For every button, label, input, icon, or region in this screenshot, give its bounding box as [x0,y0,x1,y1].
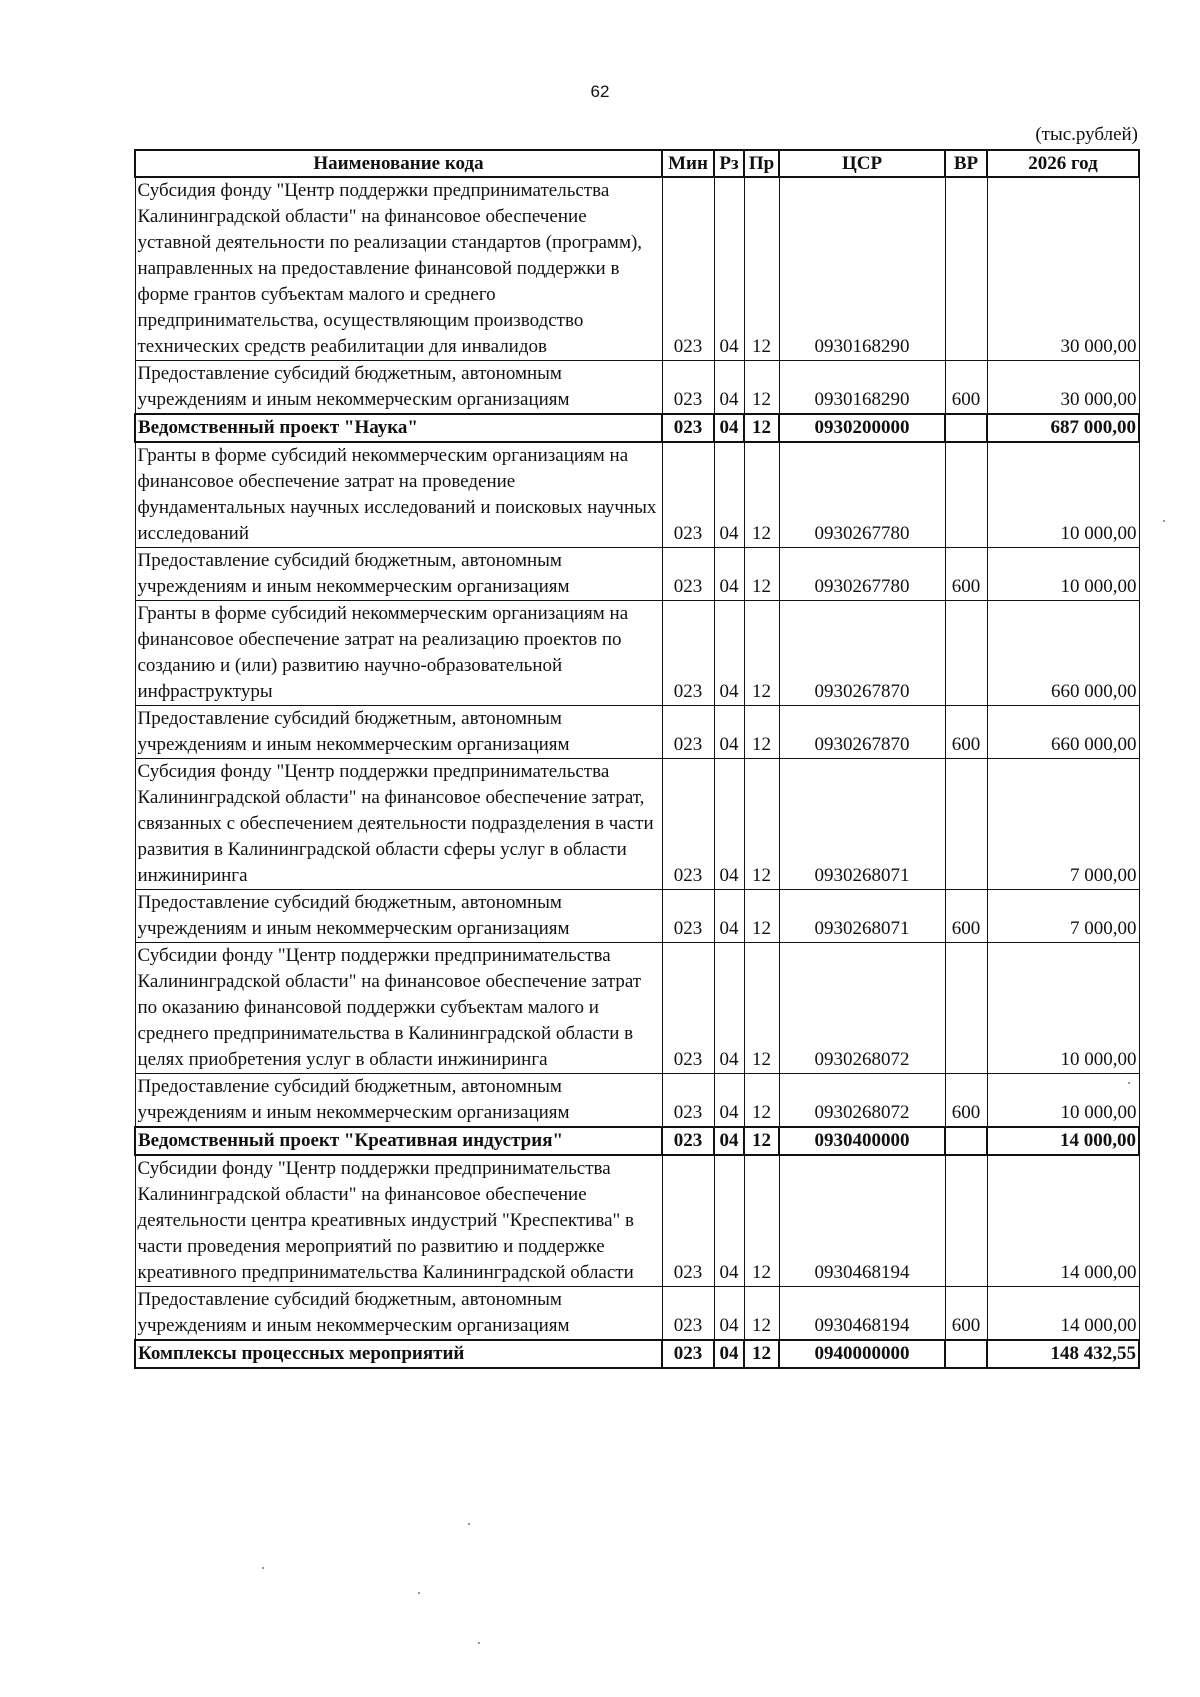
row-rz: 04 [714,943,744,1074]
header-rz: Рз [714,150,744,177]
table-row-section [135,1127,1139,1155]
row-amount: 30 000,00 [987,177,1139,361]
row-pr: 12 [744,601,779,706]
row-vr: 600 [945,706,987,759]
row-name: Предоставление субсидий бюджетным, автономным учреждениям и иным некоммерческим организациям [135,1287,662,1341]
scan-speck [1163,520,1165,522]
scan-speck [1128,1082,1130,1084]
row-min: 023 [662,361,714,415]
row-name: Предоставление субсидий бюджетным, автономным учреждениям и иным некоммерческим организациям [135,548,662,601]
row-csr: 0930267870 [779,706,945,759]
header-csr: ЦСР [779,150,945,177]
table-row [135,706,1139,759]
row-rz: 04 [714,1155,744,1287]
header-min: Мин [662,150,714,177]
row-csr: 0930268072 [779,943,945,1074]
row-rz: 04 [714,601,744,706]
row-vr [945,943,987,1074]
row-pr: 12 [744,1127,779,1155]
row-amount: 10 000,00 [987,548,1139,601]
row-csr: 0930468194 [779,1287,945,1341]
row-csr: 0930267780 [779,548,945,601]
row-rz: 04 [714,1340,744,1368]
row-pr: 12 [744,890,779,943]
row-vr [945,601,987,706]
table-row [135,177,1139,361]
row-name: Гранты в форме субсидий некоммерческим организациям на финансовое обеспечение затрат на реализацию проектов по созданию и (или) развитию научно-образовательной инфраструктуры [135,601,662,706]
row-amount: 687 000,00 [987,414,1139,442]
row-amount: 10 000,00 [987,1074,1139,1128]
row-amount: 14 000,00 [987,1127,1139,1155]
row-min: 023 [662,1155,714,1287]
row-name: Предоставление субсидий бюджетным, автономным учреждениям и иным некоммерческим организациям [135,890,662,943]
row-min: 023 [662,1340,714,1368]
row-pr: 12 [744,414,779,442]
row-min: 023 [662,1074,714,1128]
scan-speck [468,1523,470,1525]
row-amount: 148 432,55 [987,1340,1139,1368]
row-vr: 600 [945,1074,987,1128]
table-row [135,548,1139,601]
row-rz: 04 [714,177,744,361]
row-min: 023 [662,548,714,601]
header-name: Наименование кода [135,150,662,177]
row-pr: 12 [744,1340,779,1368]
row-pr: 12 [744,442,779,548]
row-vr: 600 [945,890,987,943]
row-amount: 660 000,00 [987,601,1139,706]
row-rz: 04 [714,759,744,890]
row-pr: 12 [744,1155,779,1287]
row-pr: 12 [744,943,779,1074]
row-name: Гранты в форме субсидий некоммерческим организациям на финансовое обеспечение затрат на проведение фундаментальных научных исследований и поисковых научных исследований [135,442,662,548]
row-rz: 04 [714,706,744,759]
row-name: Ведомственный проект "Креативная индустрия" [135,1127,662,1155]
row-pr: 12 [744,1074,779,1128]
row-csr: 0930200000 [779,414,945,442]
row-csr: 0940000000 [779,1340,945,1368]
row-vr [945,759,987,890]
page-number: 62 [590,82,610,101]
row-pr: 12 [744,177,779,361]
row-amount: 7 000,00 [987,759,1139,890]
row-csr: 0930400000 [779,1127,945,1155]
table-row-section [135,1340,1139,1368]
row-name: Ведомственный проект "Наука" [135,414,662,442]
table-row-section [135,414,1139,442]
row-name: Предоставление субсидий бюджетным, автономным учреждениям и иным некоммерческим организациям [135,706,662,759]
row-vr [945,1127,987,1155]
row-amount: 10 000,00 [987,442,1139,548]
header-year: 2026 год [987,150,1139,177]
table-row [135,601,1139,706]
row-vr: 600 [945,1287,987,1341]
row-vr [945,442,987,548]
row-csr: 0930268071 [779,759,945,890]
table-row [135,890,1139,943]
row-amount: 30 000,00 [987,361,1139,415]
row-rz: 04 [714,361,744,415]
row-pr: 12 [744,548,779,601]
table-row [135,1074,1139,1128]
row-amount: 660 000,00 [987,706,1139,759]
row-min: 023 [662,414,714,442]
units-label: (тыс.рублей) [1035,124,1138,145]
row-min: 023 [662,706,714,759]
scan-speck [262,1567,264,1569]
budget-table [134,149,1140,1369]
row-vr: 600 [945,361,987,415]
row-min: 023 [662,177,714,361]
table-row [135,442,1139,548]
header-pr: Пр [744,150,779,177]
row-amount: 14 000,00 [987,1287,1139,1341]
row-pr: 12 [744,361,779,415]
table-row [135,1287,1139,1341]
row-pr: 12 [744,759,779,890]
row-vr [945,177,987,361]
row-csr: 0930268072 [779,1074,945,1128]
row-csr: 0930468194 [779,1155,945,1287]
table-header-row [135,150,1139,177]
row-rz: 04 [714,548,744,601]
row-amount: 10 000,00 [987,943,1139,1074]
row-csr: 0930168290 [779,361,945,415]
scan-speck [418,1592,420,1594]
table-row [135,1155,1139,1287]
row-vr [945,1155,987,1287]
table-row [135,943,1139,1074]
row-name: Предоставление субсидий бюджетным, автономным учреждениям и иным некоммерческим организациям [135,1074,662,1128]
row-csr: 0930267870 [779,601,945,706]
row-csr: 0930267780 [779,442,945,548]
row-min: 023 [662,1287,714,1341]
row-name: Субсидии фонду "Центр поддержки предпринимательства Калининградской области" на финансовое обеспечение деятельности центра креативных индустрий "Креспектива" в части проведения мероприятий по развитию и поддержке креативного предпринимательства Калининградской области [135,1155,662,1287]
row-amount: 14 000,00 [987,1155,1139,1287]
row-rz: 04 [714,1074,744,1128]
row-pr: 12 [744,1287,779,1341]
row-min: 023 [662,1127,714,1155]
row-rz: 04 [714,1287,744,1341]
table-row [135,361,1139,415]
row-pr: 12 [744,706,779,759]
row-rz: 04 [714,414,744,442]
row-vr: 600 [945,548,987,601]
scan-speck [478,1642,480,1644]
table-row [135,759,1139,890]
row-amount: 7 000,00 [987,890,1139,943]
row-vr [945,1340,987,1368]
row-rz: 04 [714,1127,744,1155]
row-csr: 0930268071 [779,890,945,943]
row-name: Предоставление субсидий бюджетным, автономным учреждениям и иным некоммерческим организациям [135,361,662,415]
row-csr: 0930168290 [779,177,945,361]
row-min: 023 [662,890,714,943]
row-name: Субсидия фонду "Центр поддержки предпринимательства Калининградской области" на финансовое обеспечение затрат, связанных с обеспечением деятельности подразделения в части развития в Калининградской области сферы услуг в области инжиниринга [135,759,662,890]
row-min: 023 [662,442,714,548]
row-name: Субсидии фонду "Центр поддержки предпринимательства Калининградской области" на финансовое обеспечение затрат по оказанию финансовой поддержки субъектам малого и среднего предпринимательства в Калининградской области в целях приобретения услуг в области инжиниринга [135,943,662,1074]
row-vr [945,414,987,442]
row-name: Комплексы процессных мероприятий [135,1340,662,1368]
row-rz: 04 [714,890,744,943]
row-name: Субсидия фонду "Центр поддержки предпринимательства Калининградской области" на финансовое обеспечение уставной деятельности по реализации стандартов (программ), направленных на предоставление финансовой поддержки в форме грантов субъектам малого и среднего предпринимательства, осуществляющим производство технических средств реабилитации для инвалидов [135,177,662,361]
row-min: 023 [662,943,714,1074]
row-min: 023 [662,601,714,706]
row-min: 023 [662,759,714,890]
row-rz: 04 [714,442,744,548]
header-vr: ВР [945,150,987,177]
